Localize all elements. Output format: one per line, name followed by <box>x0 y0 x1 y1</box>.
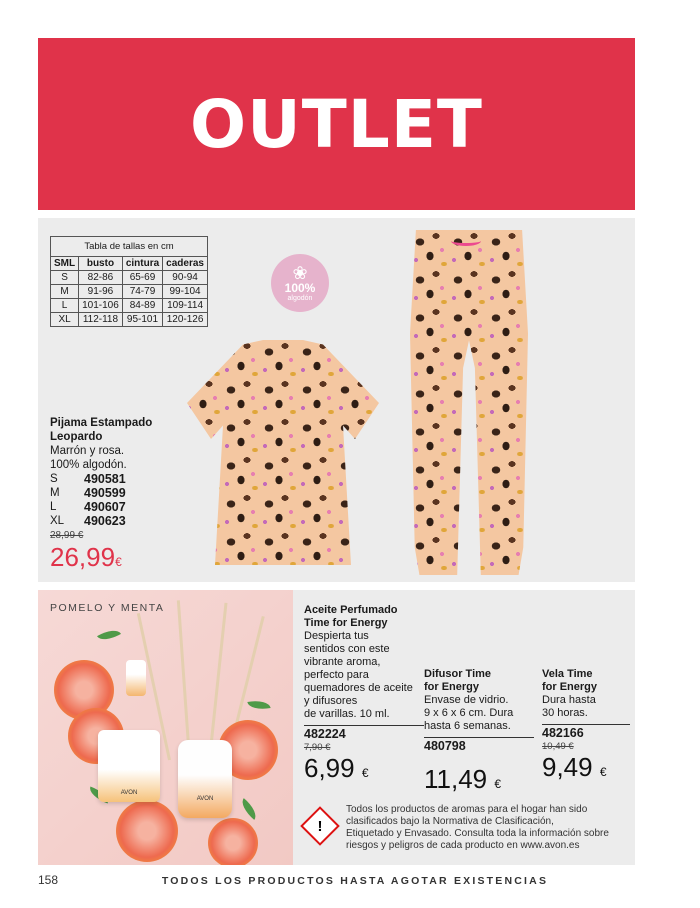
size-cell: S <box>51 271 79 285</box>
old-price: 10,49 € <box>542 741 574 752</box>
size-cell: L <box>51 299 79 313</box>
product-name: for Energy <box>424 681 480 693</box>
orange-slice <box>208 818 258 865</box>
fragrance-photo <box>38 590 293 865</box>
candle-info <box>542 668 630 786</box>
product-code: 482224 <box>304 725 424 741</box>
safety-notice <box>300 804 630 852</box>
brand-logo: AVON <box>196 796 214 802</box>
size-table-header: busto <box>79 257 123 271</box>
code-size: XL <box>50 515 65 527</box>
size-cell: 65-69 <box>122 271 162 285</box>
old-price: 28,99 € <box>50 530 84 541</box>
product-desc: 9 x 6 x 6 cm. Dura <box>424 707 514 719</box>
code-row <box>50 500 152 514</box>
old-price: 7,90 € <box>304 742 331 753</box>
product-name: Time for Energy <box>304 617 388 629</box>
product-desc: Marrón y rosa. <box>50 445 125 457</box>
size-table-header: caderas <box>163 257 208 271</box>
reed-stick <box>177 600 191 760</box>
candle-image <box>98 730 160 802</box>
mint-leaf <box>237 798 260 820</box>
product-desc: hasta 6 semanas. <box>424 720 511 732</box>
product-code: 482166 <box>542 724 630 740</box>
product-code: 490599 <box>84 486 126 500</box>
pajama-panel <box>38 218 635 582</box>
price-value: 26,99 <box>50 542 116 572</box>
product-desc: perfecto para <box>304 669 369 681</box>
pajama-info <box>50 416 152 576</box>
grapefruit-slice <box>116 800 178 862</box>
oil-info <box>304 604 424 787</box>
pajama-shirt-image <box>183 340 383 565</box>
safety-line: clasificados bajo la Normativa de Clasificación, <box>346 816 554 827</box>
product-name: Vela Time <box>542 668 593 680</box>
cotton-badge <box>271 254 329 312</box>
currency: € <box>599 765 607 779</box>
oil-bottle-image <box>126 660 146 696</box>
safety-text <box>346 804 609 852</box>
table-row <box>51 299 208 313</box>
outlet-banner <box>38 38 635 210</box>
code-row <box>50 514 152 528</box>
mint-leaf <box>247 698 270 712</box>
hazard-exclamation-icon <box>300 806 340 846</box>
badge-percent: 100% <box>284 280 316 295</box>
currency: € <box>494 777 502 791</box>
size-cell: 120-126 <box>163 313 208 327</box>
product-code: 490623 <box>84 514 126 528</box>
footer-disclaimer: TODOS LOS PRODUCTOS HASTA AGOTAR EXISTENCIAS <box>161 875 549 887</box>
brand-logo: AVON <box>120 790 138 796</box>
fragrance-panel <box>38 590 635 865</box>
code-row <box>50 472 152 486</box>
price-value: 11,49 <box>424 764 488 794</box>
size-cell: 84-89 <box>122 299 162 313</box>
size-table-header: cintura <box>122 257 162 271</box>
currency: € <box>115 555 122 569</box>
price-value: 9,49 <box>542 752 593 782</box>
sale-price <box>304 754 424 787</box>
product-name: for Energy <box>542 681 598 693</box>
product-name: Pijama Estampado <box>50 417 153 429</box>
safety-line: Etiquetado y Envasado. Consulta toda la información sobre <box>346 828 609 839</box>
page-number: 158 <box>38 873 59 887</box>
product-name: Aceite Perfumado <box>304 604 398 616</box>
size-cell: 90-94 <box>163 271 208 285</box>
product-desc: 100% algodón. <box>50 459 127 471</box>
size-cell: 101-106 <box>79 299 123 313</box>
size-cell: 91-96 <box>79 285 123 299</box>
size-cell: 74-79 <box>122 285 162 299</box>
pants-waistband <box>451 236 481 246</box>
product-code: 490581 <box>84 472 126 486</box>
pajama-pants-image <box>410 230 528 575</box>
size-table <box>50 236 208 327</box>
currency: € <box>361 766 369 780</box>
product-desc: y difusores <box>304 695 358 707</box>
cotton-flower-icon: ❀ <box>292 262 308 283</box>
code-size: S <box>50 473 58 485</box>
product-desc: Dura hasta <box>542 694 596 706</box>
product-desc: quemadores de aceite <box>304 682 413 694</box>
table-row <box>51 285 208 299</box>
sale-price <box>542 753 630 786</box>
scent-label: POMELO Y MENTA <box>50 602 165 614</box>
size-table-caption: Tabla de tallas en cm <box>51 237 208 257</box>
price-value: 6,99 <box>304 753 355 783</box>
product-desc: 30 horas. <box>542 707 588 719</box>
product-desc: Envase de vidrio. <box>424 694 509 706</box>
product-desc: Despierta tus <box>304 630 369 642</box>
size-cell: 99-104 <box>163 285 208 299</box>
size-cell: 95-101 <box>122 313 162 327</box>
diffuser-info <box>424 668 534 798</box>
code-size: M <box>50 487 60 499</box>
size-cell: 109-114 <box>163 299 208 313</box>
sale-price <box>50 543 152 576</box>
safety-line: Todos los productos de aromas para el hogar han sido <box>346 804 588 815</box>
table-row <box>51 313 208 327</box>
size-table-header: SML <box>51 257 79 271</box>
code-row <box>50 486 152 500</box>
size-cell: 112-118 <box>79 313 123 327</box>
size-cell: XL <box>51 313 79 327</box>
code-size: L <box>50 501 57 513</box>
table-row <box>51 271 208 285</box>
sale-price <box>424 765 534 798</box>
banner-title: OUTLET <box>190 85 483 163</box>
hazard-glyph: ! <box>317 817 323 835</box>
product-desc: sentidos con este <box>304 643 390 655</box>
safety-line: riesgos y peligros de cada producto en www.avon.es <box>346 840 580 851</box>
product-desc: de varillas. 10 ml. <box>304 708 390 720</box>
size-cell: M <box>51 285 79 299</box>
mint-leaf <box>97 625 121 645</box>
size-cell: 82-86 <box>79 271 123 285</box>
product-desc: vibrante aroma, <box>304 656 381 668</box>
product-name: Leopardo <box>50 431 103 443</box>
product-code: 480798 <box>424 737 534 753</box>
product-name: Difusor Time <box>424 668 492 680</box>
badge-label: algodón <box>287 294 313 302</box>
product-code: 490607 <box>84 500 126 514</box>
diffuser-image <box>178 740 232 818</box>
